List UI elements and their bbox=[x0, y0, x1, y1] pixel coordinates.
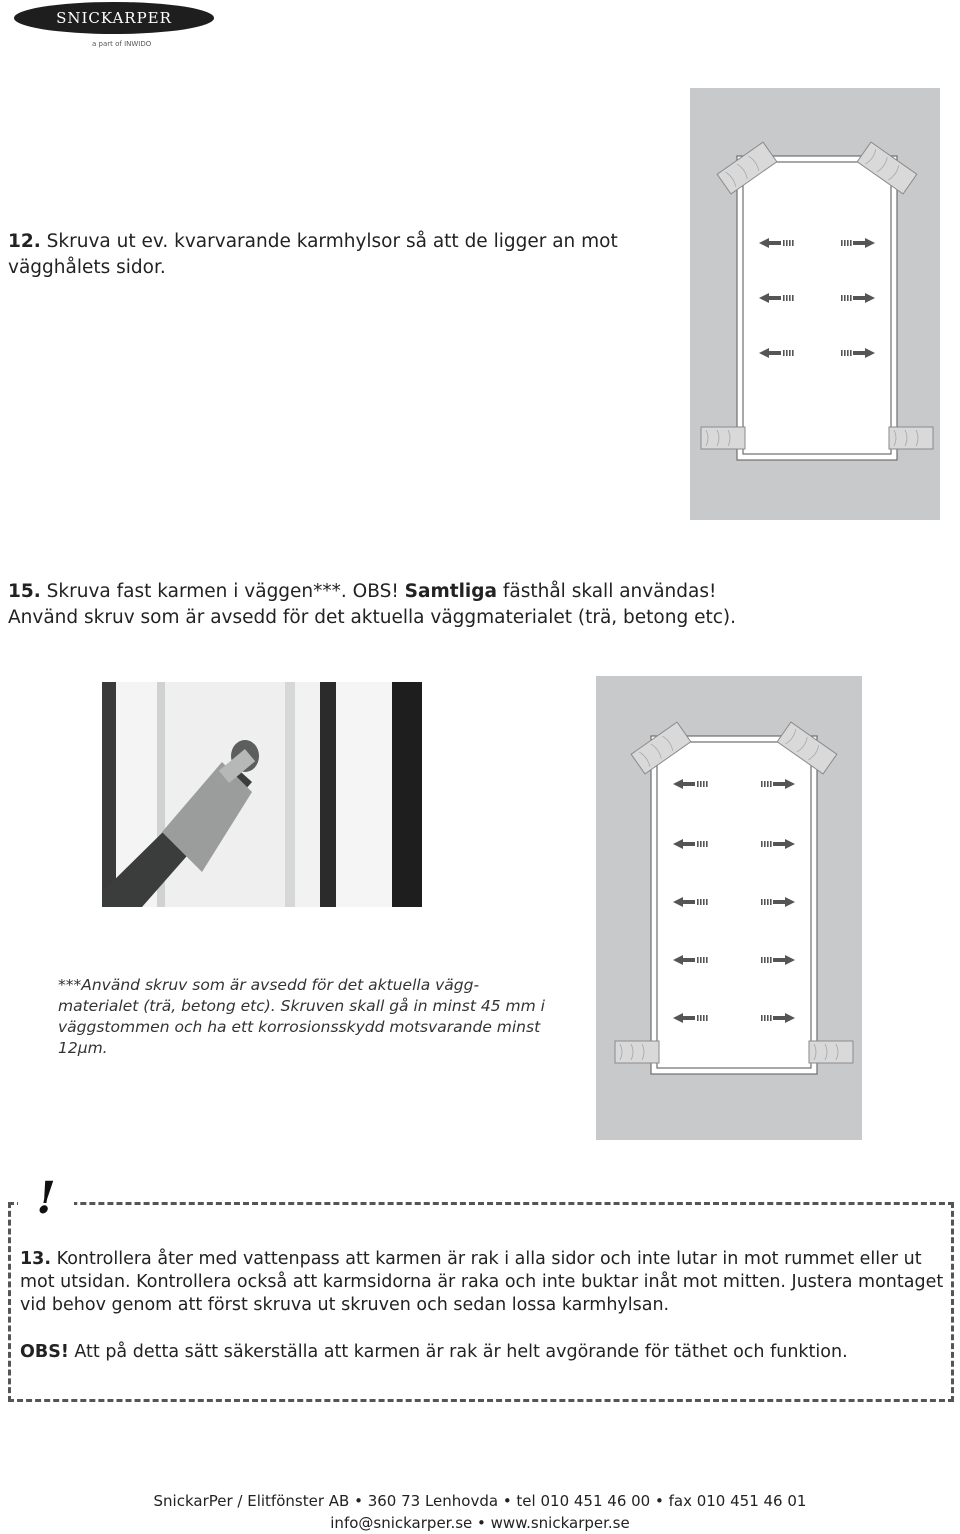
window-frame-outer bbox=[651, 736, 817, 1074]
obs-text: Att på detta sätt säkerställa att karmen är rak är helt avgörande för täthet och funktion. bbox=[68, 1342, 848, 1362]
obs-label: OBS! bbox=[20, 1342, 69, 1362]
frame-diagram-step-12 bbox=[690, 88, 940, 520]
logo-tagline: a part of INWIDO bbox=[92, 40, 152, 48]
step-12-number: 12. bbox=[8, 231, 41, 252]
frame-diagram-illustration bbox=[596, 676, 862, 1140]
step-15-number: 15. bbox=[8, 581, 41, 602]
step-15-text-a: Skruva fast karmen i väggen***. OBS! bbox=[46, 581, 405, 602]
footer-web: info@snickarper.se • www.snickarper.se bbox=[330, 1514, 630, 1532]
footer-contact: SnickarPer / Elitfönster AB • 360 73 Lenhovda • tel 010 451 46 00 • fax 010 451 46 01 bbox=[153, 1492, 807, 1510]
window-frame-outer bbox=[737, 156, 897, 460]
step-15-emphasis: Samtliga bbox=[404, 581, 497, 602]
step-12-text: Skruva ut ev. kvarvarande karmhylsor så att de ligger an mot vägghålets sidor. bbox=[8, 231, 618, 278]
wedge-bottom-left bbox=[615, 1041, 659, 1063]
footer bbox=[0, 1490, 960, 1534]
wedge-bottom-right bbox=[809, 1041, 853, 1063]
warning-obs bbox=[20, 1341, 950, 1364]
step-12-instruction bbox=[8, 229, 668, 281]
brand-logo bbox=[14, 2, 218, 50]
step-15-text-b: fästhål skall användas! bbox=[496, 581, 717, 602]
exclamation-icon: ! bbox=[18, 1172, 74, 1226]
logo-wordmark: SNICKARPER bbox=[14, 2, 214, 34]
step-13-number: 13. bbox=[20, 1249, 52, 1269]
wedge-bottom-right bbox=[889, 427, 933, 449]
wedge-bottom-left bbox=[701, 427, 745, 449]
step-15-line-2: Använd skruv som är avsedd för det aktuella väggmaterialet (trä, betong etc). bbox=[8, 607, 736, 628]
note-text: Använd skruv som är avsedd för det aktuella vägg-materialet (trä, betong etc). Skruven skall gå in minst 45 mm i väggstommen och ha ett korrosionsskydd motsvarande minst 12µm. bbox=[58, 976, 545, 1057]
step-15-instruction bbox=[8, 579, 808, 631]
screw-note bbox=[58, 975, 558, 1059]
step-13-instruction bbox=[20, 1248, 950, 1317]
step-13-text: Kontrollera åter med vattenpass att karmen är rak i alla sidor och inte lutar in mot rummet eller ut mot utsidan. Kontrollera också att karmsidorna är raka och inte buktar inåt mot mitten. Justera montaget vid behov genom att först skruva ut skruven och sedan lossa karmhylsan. bbox=[20, 1249, 944, 1315]
frame-diagram-step-15 bbox=[596, 676, 862, 1140]
screwdriver-photo bbox=[102, 682, 422, 907]
note-stars: *** bbox=[58, 976, 82, 994]
frame-diagram-illustration bbox=[690, 88, 940, 520]
